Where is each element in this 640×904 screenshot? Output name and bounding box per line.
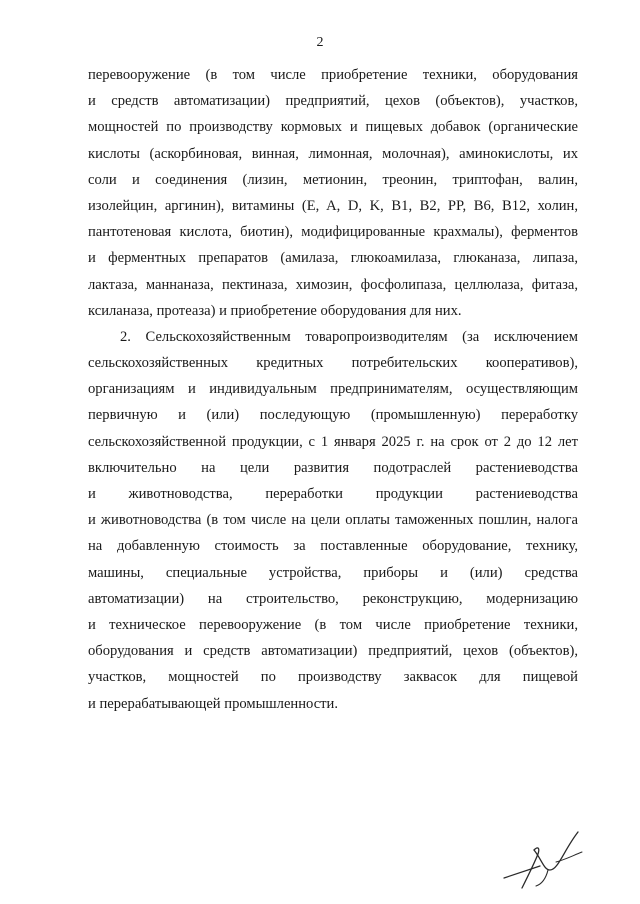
text-line: кислоты (аскорбиновая, винная, лимонная, молочная), аминокислоты, их bbox=[88, 145, 578, 162]
text-line: перевооружение (в том числе приобретение техники, оборудования bbox=[88, 67, 578, 83]
text-line: участков, мощностей по производству заквасок для пищевой bbox=[88, 669, 578, 686]
text-line: и перерабатывающей промышленности. bbox=[88, 695, 339, 712]
handwritten-signature bbox=[498, 826, 594, 892]
text-line: и животноводства (в том числе на цели оплаты таможенных пошлин, налога bbox=[88, 512, 578, 529]
text-line: оборудования и средств автоматизации) предприятий, цехов (объектов), bbox=[88, 643, 578, 660]
text-line: автоматизации) на строительство, реконструкцию, модернизацию bbox=[88, 590, 578, 607]
paragraph-2 bbox=[88, 324, 578, 717]
text-line: и средств автоматизации) предприятий, цехов (объектов), участков, bbox=[88, 93, 578, 110]
text-line: и техническое перевооружение (в том числе приобретение техники, bbox=[88, 616, 578, 633]
text-line: сельскохозяйственных кредитных потребительских кооперативов), bbox=[88, 355, 578, 372]
text-line: организациям и индивидуальным предпринимателям, осуществляющим bbox=[88, 381, 578, 398]
text-line: ксиланаза, протеаза) и приобретение оборудования для них. bbox=[88, 302, 462, 319]
text-line: соли и соединения (лизин, метионин, треонин, триптофан, валин, bbox=[88, 171, 578, 188]
text-line: включительно на цели развития подотраслей растениеводства bbox=[88, 459, 578, 476]
text-line: изолейцин, аргинин), витамины (E, A, D, K, B1, B2, PP, B6, B12, холин, bbox=[88, 197, 578, 214]
text-line: мощностей по производству кормовых и пищевых добавок (органические bbox=[88, 119, 578, 136]
text-line: и животноводства, переработки продукции растениеводства bbox=[88, 486, 578, 502]
text-line: и ферментных препаратов (амилаза, глюкоамилаза, глюканаза, липаза, bbox=[88, 250, 578, 267]
paragraph-1 bbox=[88, 62, 578, 324]
text-line: машины, специальные устройства, приборы и (или) средства bbox=[88, 564, 578, 581]
page-number: 2 bbox=[316, 35, 324, 50]
text-line: 2. Сельскохозяйственным товаропроизводителям (за исключением bbox=[120, 328, 578, 345]
text-line: сельскохозяйственной продукции, с 1 января 2025 г. на срок от 2 до 12 лет bbox=[88, 433, 578, 450]
text-line: на добавленную стоимость за поставленные оборудование, технику, bbox=[88, 538, 578, 555]
document-body bbox=[88, 62, 578, 717]
text-line: лактаза, маннаназа, пектиназа, химозин, фосфолипаза, целлюлаза, фитаза, bbox=[88, 276, 578, 293]
text-line: первичную и (или) последующую (промышленную) переработку bbox=[88, 407, 578, 424]
text-line: пантотеновая кислота, биотин), модифицированные крахмалы), ферментов bbox=[88, 224, 578, 241]
